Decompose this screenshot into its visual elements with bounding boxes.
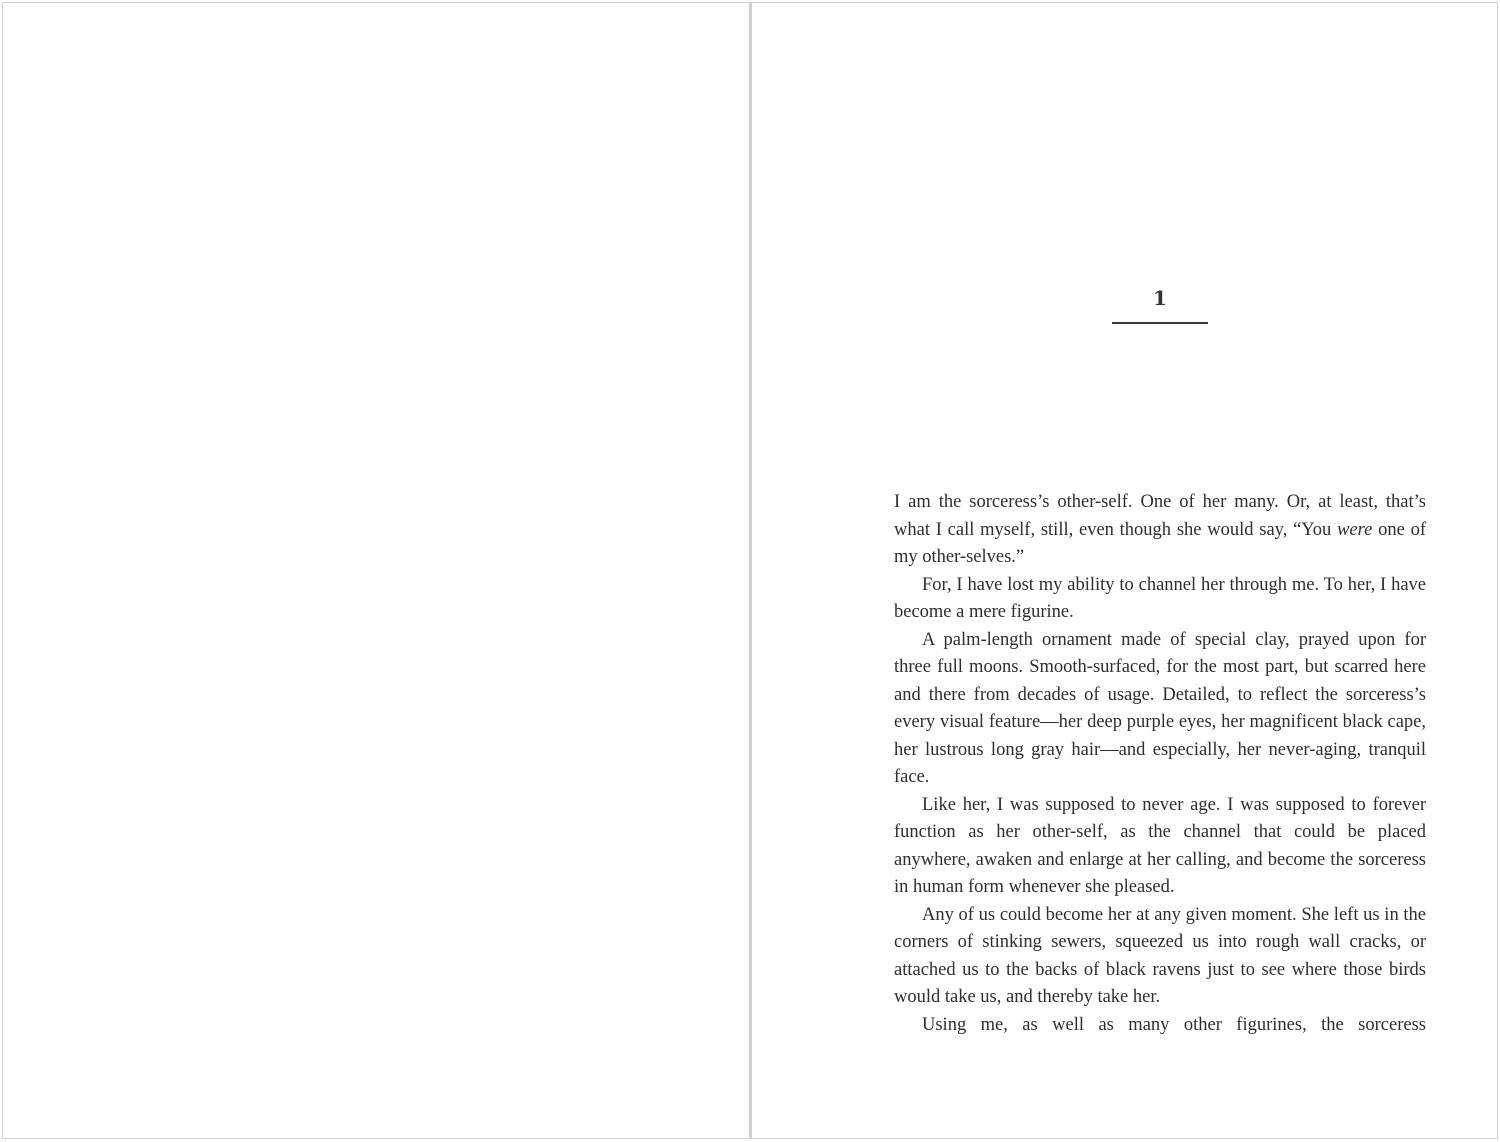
paragraph: Any of us could become her at any given moment. She left us in the corners of stinking sewers, squeezed us into rough wall cracks, or attached us to the backs of black ravens just to see where those birds would take us, and thereby take her. <box>894 904 1426 1007</box>
chapter-body <box>894 489 1426 1039</box>
chapter-rule <box>1112 322 1208 324</box>
chapter-number: 1 <box>1153 286 1167 310</box>
paragraph <box>894 489 1426 572</box>
paragraph-text: one of my other-selves.” <box>894 519 1427 567</box>
paragraph: A palm-length ornament made of special clay, prayed upon for three full moons. Smooth-surfaced, for the most part, but scarred here and there from decades of usage. Detailed, to reflect the sorceress’s every visual feature—her deep purple eyes, her magnificent black cape, her lustrous long gray hair—and especially, her never-aging, tranquil face. <box>894 629 1426 787</box>
paragraph: Like her, I was supposed to never age. I was supposed to forever function as her other-self, as the channel that could be placed anywhere, awaken and enlarge at her calling, and become the sorceress in human form whenever she pleased. <box>894 794 1426 897</box>
right-page <box>750 2 1498 1139</box>
paragraph-text: I am the sorceress’s other-self. One of her many. Or, at least, that’s what I call myself, still, even though she would say, “You <box>894 492 1426 540</box>
emphasized-word: were <box>1337 519 1373 540</box>
left-page <box>2 2 750 1139</box>
paragraph: For, I have lost my ability to channel her through me. To her, I have become a mere figurine. <box>894 574 1426 622</box>
paragraph: Using me, as well as many other figurines, the sorceress <box>922 1014 1426 1035</box>
